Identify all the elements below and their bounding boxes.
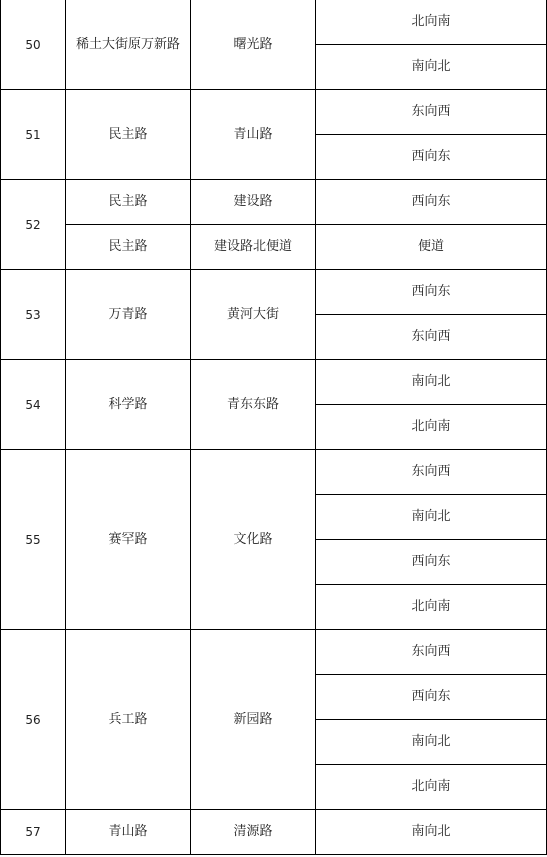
row-number: 53 — [1, 270, 66, 360]
direction: 便道 — [316, 225, 547, 270]
table-row — [1, 270, 547, 315]
cross-road-name: 黄河大街 — [191, 270, 316, 360]
direction: 西向东 — [316, 675, 547, 720]
direction: 西向东 — [316, 540, 547, 585]
row-number: 51 — [1, 90, 66, 180]
cross-road-name: 文化路 — [191, 450, 316, 630]
row-number: 52 — [1, 180, 66, 270]
direction: 南向北 — [316, 360, 547, 405]
table-row — [1, 450, 547, 495]
direction: 东向西 — [316, 630, 547, 675]
row-number: 54 — [1, 360, 66, 450]
direction: 东向西 — [316, 315, 547, 360]
road-name: 稀土大街原万新路 — [66, 0, 191, 90]
road-name: 青山路 — [66, 810, 191, 855]
road-name: 民主路 — [66, 180, 191, 225]
direction: 北向南 — [316, 585, 547, 630]
direction: 南向北 — [316, 810, 547, 855]
table-row — [1, 225, 547, 270]
cross-road-name: 建设路北便道 — [191, 225, 316, 270]
road-name: 兵工路 — [66, 630, 191, 810]
road-name: 科学路 — [66, 360, 191, 450]
direction: 西向东 — [316, 270, 547, 315]
row-number: 57 — [1, 810, 66, 855]
cross-road-name: 青山路 — [191, 90, 316, 180]
direction: 北向南 — [316, 765, 547, 810]
direction: 东向西 — [316, 90, 547, 135]
row-number: 55 — [1, 450, 66, 630]
cross-road-name: 建设路 — [191, 180, 316, 225]
row-number: 56 — [1, 630, 66, 810]
road-name: 民主路 — [66, 90, 191, 180]
road-name: 万青路 — [66, 270, 191, 360]
direction: 东向西 — [316, 450, 547, 495]
direction: 北向南 — [316, 0, 547, 45]
cross-road-name: 青东东路 — [191, 360, 316, 450]
row-number: 50 — [1, 0, 66, 90]
table-row — [1, 630, 547, 675]
table-row — [1, 90, 547, 135]
road-name: 赛罕路 — [66, 450, 191, 630]
cross-road-name: 新园路 — [191, 630, 316, 810]
cross-road-name: 清源路 — [191, 810, 316, 855]
direction: 西向东 — [316, 180, 547, 225]
table-row — [1, 180, 547, 225]
direction: 南向北 — [316, 495, 547, 540]
direction: 西向东 — [316, 135, 547, 180]
table-row — [1, 810, 547, 855]
table-row — [1, 0, 547, 45]
direction: 北向南 — [316, 405, 547, 450]
road-name: 民主路 — [66, 225, 191, 270]
direction: 南向北 — [316, 720, 547, 765]
cross-road-name: 曙光路 — [191, 0, 316, 90]
direction: 南向北 — [316, 45, 547, 90]
table-row — [1, 360, 547, 405]
